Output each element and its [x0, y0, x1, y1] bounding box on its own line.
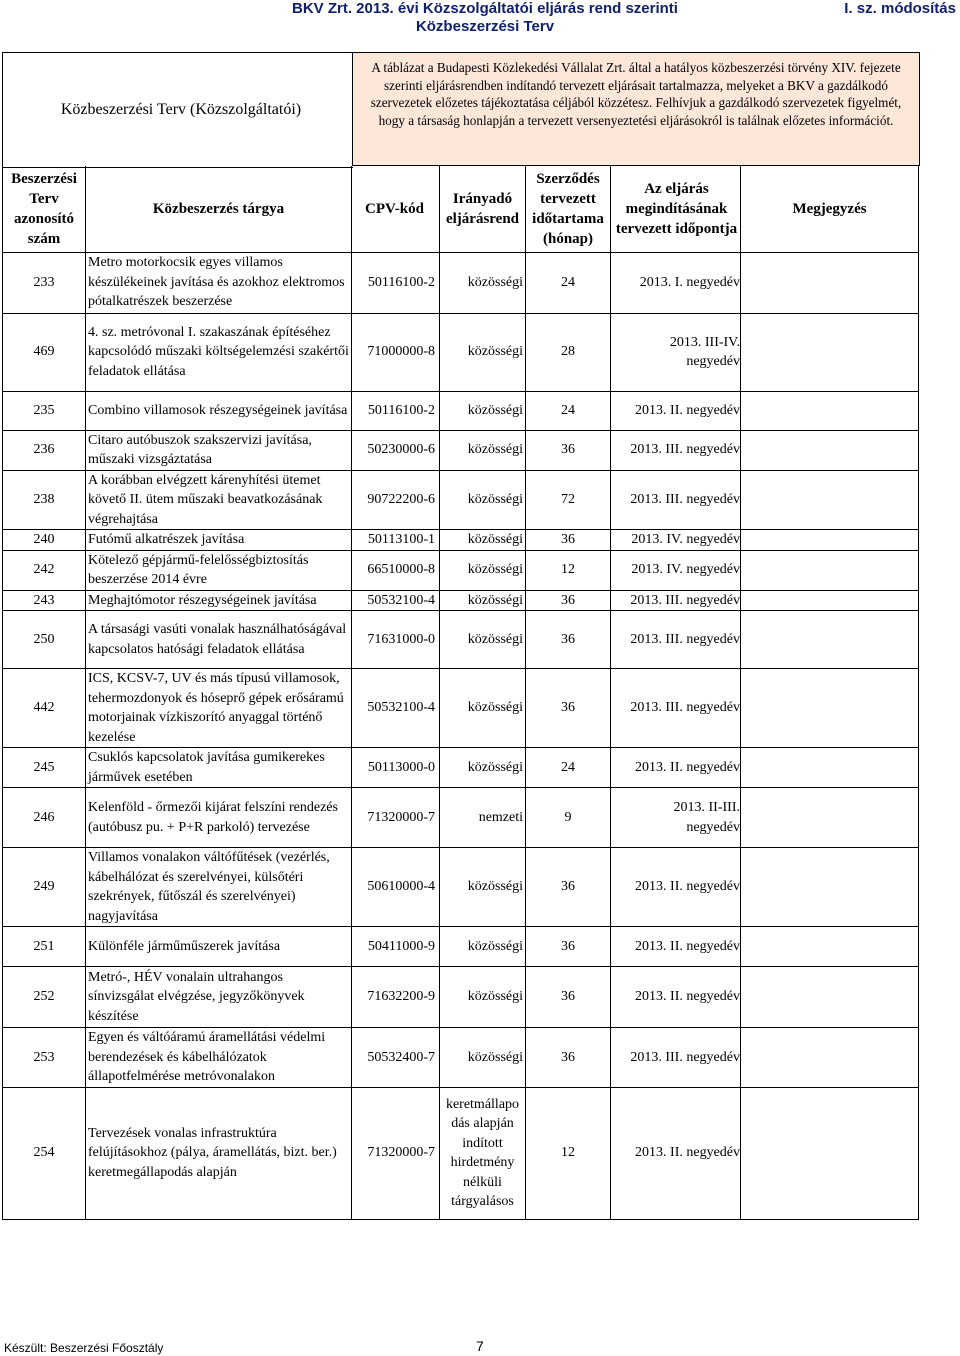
- footer-author: Készült: Beszerzési Főosztály: [4, 1341, 164, 1355]
- col-header-cpv: CPV-kód: [352, 166, 440, 252]
- cell-procedure: közösségi: [440, 313, 526, 391]
- cell-note: [741, 1028, 919, 1088]
- cell-note: [741, 530, 919, 551]
- cell-note: [741, 590, 919, 611]
- cell-cpv: 90722200-6: [352, 470, 440, 530]
- cell-subject: Egyen és váltóáramú áramellátási védelmi berendezések és kábelhálózatok állapotfelmérése metróvonalakon: [86, 1028, 352, 1088]
- cell-note: [741, 927, 919, 967]
- cell-procedure: közösségi: [440, 611, 526, 669]
- procurement-table: [2, 166, 919, 1220]
- table-row: [3, 927, 919, 967]
- cell-start: 2013. III. negyedév: [611, 611, 741, 669]
- cell-note: [741, 848, 919, 927]
- cell-subject: Különféle járműműszerek javítása: [86, 927, 352, 967]
- cell-cpv: 50532100-4: [352, 590, 440, 611]
- page-header: [290, 0, 680, 36]
- cell-duration: 36: [526, 669, 611, 748]
- cell-duration: 36: [526, 530, 611, 551]
- cell-id: 250: [3, 611, 86, 669]
- cell-id: 240: [3, 530, 86, 551]
- cell-subject: Futómű alkatrészek javítása: [86, 530, 352, 551]
- cell-cpv: 50532400-7: [352, 1028, 440, 1088]
- cell-subject: A korábban elvégzett kárenyhítési ütemet követő II. ütem műszaki beavatkozásának végrehajtása: [86, 470, 352, 530]
- cell-duration: 36: [526, 611, 611, 669]
- cell-duration: 24: [526, 252, 611, 313]
- cell-cpv: 50113000-0: [352, 748, 440, 788]
- cell-procedure: nemzeti: [440, 788, 526, 848]
- cell-note: [741, 1087, 919, 1219]
- cell-note: [741, 788, 919, 848]
- cell-start: 2013. II. negyedév: [611, 927, 741, 967]
- cell-cpv: 50113100-1: [352, 530, 440, 551]
- table-row: [3, 967, 919, 1028]
- table-row: [3, 430, 919, 470]
- cell-duration: 36: [526, 590, 611, 611]
- cell-procedure: közösségi: [440, 252, 526, 313]
- cell-start: 2013. II. negyedév: [611, 1087, 741, 1219]
- cell-note: [741, 669, 919, 748]
- cell-id: 254: [3, 1087, 86, 1219]
- cell-duration: 12: [526, 1087, 611, 1219]
- col-header-note: Megjegyzés: [741, 166, 919, 252]
- table-row: [3, 788, 919, 848]
- cell-note: [741, 550, 919, 590]
- cell-note: [741, 470, 919, 530]
- table-row: [3, 748, 919, 788]
- cell-id: 243: [3, 590, 86, 611]
- cell-note: [741, 611, 919, 669]
- cell-note: [741, 430, 919, 470]
- plan-title: Közbeszerzési Terv (Közszolgáltatói): [60, 101, 302, 118]
- cell-subject: Citaro autóbuszok szakszervizi javítása, műszaki vizsgáztatása: [86, 430, 352, 470]
- header-line1: BKV Zrt. 2013. évi Közszolgáltatói eljárás rend szerinti: [292, 0, 678, 17]
- cell-duration: 9: [526, 788, 611, 848]
- cell-start: 2013. III-IV. negyedév: [611, 313, 741, 391]
- table-row: [3, 590, 919, 611]
- cell-start: 2013. II. negyedév: [611, 967, 741, 1028]
- title-box: [2, 52, 353, 168]
- table-row: [3, 848, 919, 927]
- cell-duration: 36: [526, 967, 611, 1028]
- cell-start: 2013. I. negyedév: [611, 252, 741, 313]
- info-notice: A táblázat a Budapesti Közlekedési Vállalat Zrt. által a hatályos közbeszerzési törvény XIV. fejezete szerinti eljárásrendben indítandó tervezett eljárásait tartalmazza, melyeket a BKV a gazdálkodó szervezetek előzetes tájékoztatása céljából közzétesz. Felhívjuk a gazdálkodó szervezetek figyelmét, hogy a társaság honlapján a tervezett versenyeztetési eljárásokról is találnak előzetes információt.: [352, 52, 920, 166]
- cell-start: 2013. III. negyedév: [611, 1028, 741, 1088]
- table-row: [3, 1087, 919, 1219]
- cell-note: [741, 313, 919, 391]
- cell-id: 252: [3, 967, 86, 1028]
- col-header-procedure: Irányadó eljárásrend: [440, 166, 526, 252]
- cell-subject: Kelenföld - őrmezői kijárat felszíni rendezés (autóbusz pu. + P+R parkoló) tervezése: [86, 788, 352, 848]
- cell-cpv: 50230000-6: [352, 430, 440, 470]
- col-header-duration: Szerződés tervezett időtartama (hónap): [526, 166, 611, 252]
- cell-procedure: közösségi: [440, 430, 526, 470]
- cell-note: [741, 748, 919, 788]
- cell-start: 2013. II-III. negyedév: [611, 788, 741, 848]
- cell-note: [741, 252, 919, 313]
- cell-duration: 24: [526, 748, 611, 788]
- cell-subject: Kötelező gépjármű-felelősségbiztosítás beszerzése 2014 évre: [86, 550, 352, 590]
- table-row: [3, 391, 919, 430]
- table-header-row: [3, 166, 919, 252]
- cell-cpv: 50532100-4: [352, 669, 440, 748]
- cell-procedure: közösségi: [440, 530, 526, 551]
- cell-subject: Csuklós kapcsolatok javítása gumikerekes járművek esetében: [86, 748, 352, 788]
- cell-id: 238: [3, 470, 86, 530]
- cell-subject: Metro motorkocsik egyes villamos készülékeinek javítása és azokhoz elektromos pótalkatrészek beszerzése: [86, 252, 352, 313]
- amendment-label: I. sz. módosítás: [844, 0, 956, 17]
- cell-subject: 4. sz. metróvonal I. szakaszának építéséhez kapcsolódó műszaki költségelemzési szakértői feladatok ellátása: [86, 313, 352, 391]
- cell-id: 249: [3, 848, 86, 927]
- cell-subject: Combino villamosok részegységeinek javítása: [86, 391, 352, 430]
- cell-note: [741, 391, 919, 430]
- table-row: [3, 550, 919, 590]
- cell-id: 442: [3, 669, 86, 748]
- cell-duration: 24: [526, 391, 611, 430]
- cell-procedure: közösségi: [440, 550, 526, 590]
- cell-start: 2013. IV. negyedév: [611, 550, 741, 590]
- header-line2: Közbeszerzési Terv: [415, 18, 555, 35]
- cell-start: 2013. III. negyedév: [611, 590, 741, 611]
- cell-cpv: 71631000-0: [352, 611, 440, 669]
- cell-procedure: közösségi: [440, 848, 526, 927]
- table-row: [3, 470, 919, 530]
- cell-cpv: 50411000-9: [352, 927, 440, 967]
- cell-subject: Meghajtómotor részegységeinek javítása: [86, 590, 352, 611]
- cell-duration: 36: [526, 927, 611, 967]
- col-header-subject: Közbeszerzés tárgya: [86, 166, 352, 252]
- cell-note: [741, 967, 919, 1028]
- table-body: [3, 252, 919, 1219]
- cell-cpv: 71320000-7: [352, 788, 440, 848]
- cell-duration: 36: [526, 1028, 611, 1088]
- cell-subject: A társasági vasúti vonalak használhatóságával kapcsolatos hatósági feladatok ellátása: [86, 611, 352, 669]
- cell-id: 246: [3, 788, 86, 848]
- col-header-id: Beszerzési Terv azonosító szám: [3, 166, 86, 252]
- cell-cpv: 50116100-2: [352, 252, 440, 313]
- cell-duration: 36: [526, 848, 611, 927]
- cell-subject: ICS, KCSV-7, UV és más típusú villamosok, tehermozdonyok és hóseprő gépek erősáramú motorjainak vízkiszorító anyaggal történő kezelése: [86, 669, 352, 748]
- cell-subject: Tervezések vonalas infrastruktúra felújításokhoz (pálya, áramellátás, bizt. ber.) keretmegállapodás alapján: [86, 1087, 352, 1219]
- cell-procedure: közösségi: [440, 967, 526, 1028]
- cell-id: 251: [3, 927, 86, 967]
- table-row: [3, 611, 919, 669]
- cell-cpv: 50116100-2: [352, 391, 440, 430]
- cell-id: 233: [3, 252, 86, 313]
- cell-cpv: 71320000-7: [352, 1087, 440, 1219]
- cell-id: 236: [3, 430, 86, 470]
- cell-cpv: 50610000-4: [352, 848, 440, 927]
- cell-procedure: közösségi: [440, 470, 526, 530]
- cell-procedure: közösségi: [440, 927, 526, 967]
- cell-start: 2013. III. negyedév: [611, 669, 741, 748]
- cell-procedure: közösségi: [440, 1028, 526, 1088]
- cell-procedure: közösségi: [440, 748, 526, 788]
- cell-id: 242: [3, 550, 86, 590]
- cell-subject: Metró-, HÉV vonalain ultrahangos sínvizsgálat elvégzése, jegyzőkönyvek készítése: [86, 967, 352, 1028]
- cell-start: 2013. II. negyedév: [611, 748, 741, 788]
- cell-id: 253: [3, 1028, 86, 1088]
- cell-subject: Villamos vonalakon váltófűtések (vezérlés, kábelhálózat és szerelvényei, külsőtéri szekrények, fűtőszál és szerelvényei) nagyjavítása: [86, 848, 352, 927]
- table-row: [3, 1028, 919, 1088]
- page-number: 7: [476, 1338, 484, 1354]
- cell-id: 245: [3, 748, 86, 788]
- cell-cpv: 66510000-8: [352, 550, 440, 590]
- cell-duration: 12: [526, 550, 611, 590]
- table-row: [3, 313, 919, 391]
- table-row: [3, 530, 919, 551]
- cell-duration: 36: [526, 430, 611, 470]
- cell-cpv: 71632200-9: [352, 967, 440, 1028]
- cell-start: 2013. III. negyedév: [611, 470, 741, 530]
- cell-start: 2013. II. negyedév: [611, 391, 741, 430]
- cell-duration: 28: [526, 313, 611, 391]
- cell-start: 2013. III. negyedév: [611, 430, 741, 470]
- table-row: [3, 669, 919, 748]
- cell-start: 2013. II. negyedév: [611, 848, 741, 927]
- table-row: [3, 252, 919, 313]
- cell-id: 235: [3, 391, 86, 430]
- cell-id: 469: [3, 313, 86, 391]
- col-header-start: Az eljárás megindításának tervezett időpontja: [611, 166, 741, 252]
- cell-duration: 72: [526, 470, 611, 530]
- cell-procedure: közösségi: [440, 391, 526, 430]
- cell-procedure: közösségi: [440, 590, 526, 611]
- cell-start: 2013. IV. negyedév: [611, 530, 741, 551]
- cell-cpv: 71000000-8: [352, 313, 440, 391]
- cell-procedure: közösségi: [440, 669, 526, 748]
- cell-procedure: keretmállapo dás alapján indított hirdetmény nélküli tárgyalásos: [440, 1087, 526, 1219]
